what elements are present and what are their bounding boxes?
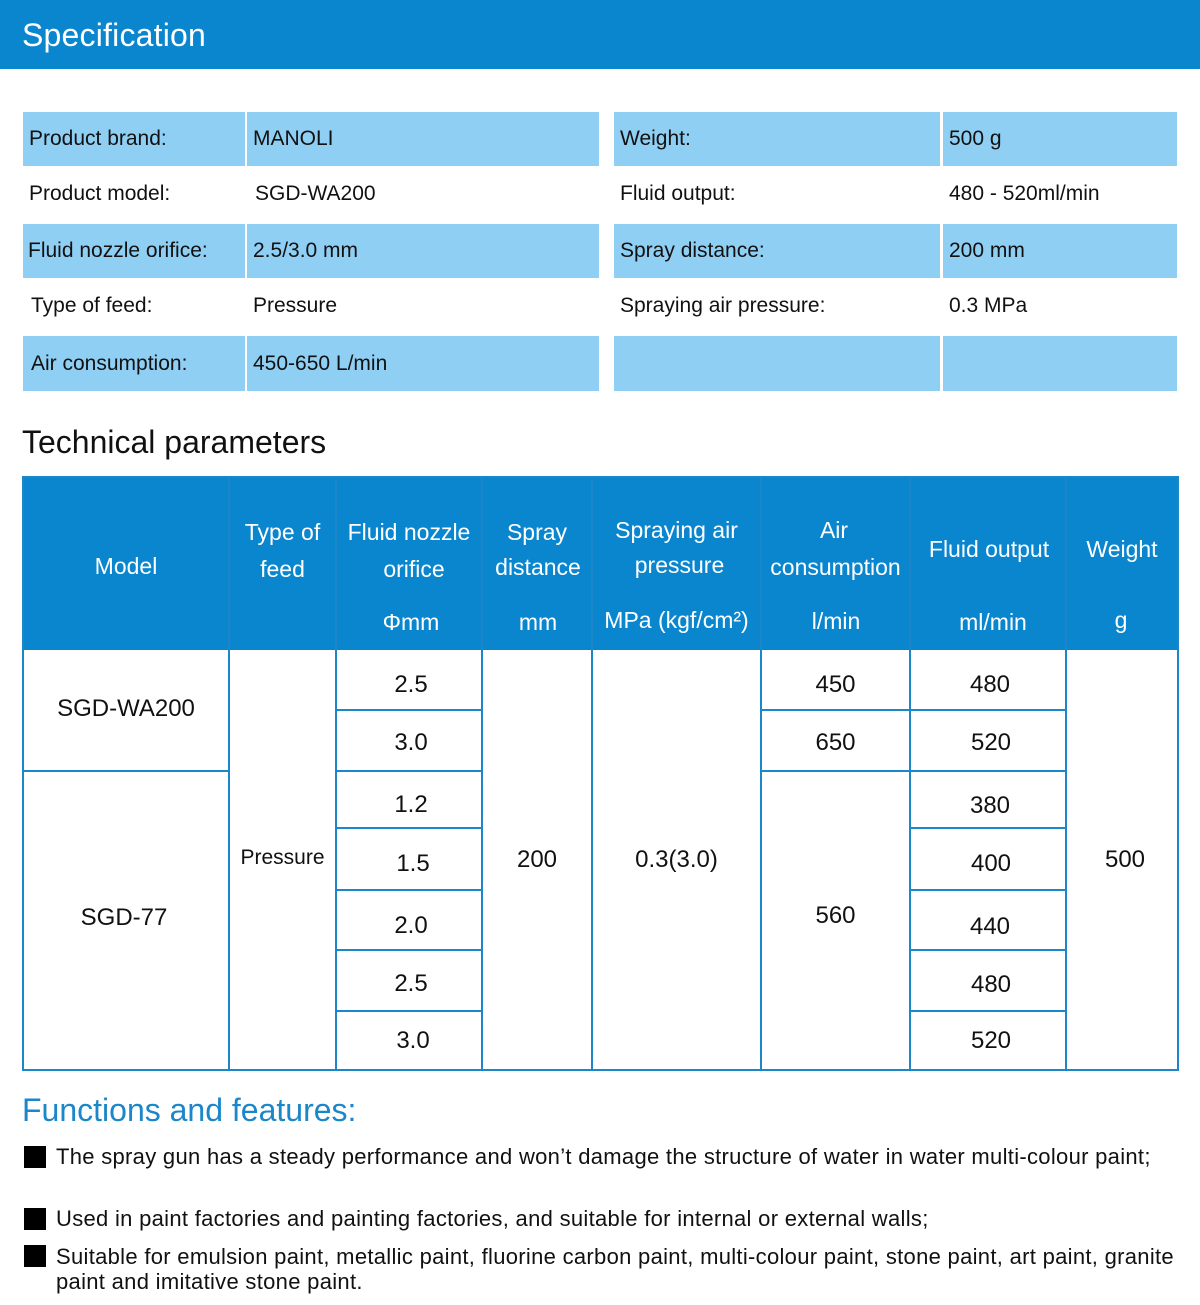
spec-value-distance: 200 mm bbox=[943, 224, 1177, 278]
row-divider bbox=[911, 949, 1066, 951]
header-feed-line2: feed bbox=[260, 556, 305, 582]
header-banner bbox=[0, 0, 1200, 69]
air-cell: 450 bbox=[815, 671, 856, 698]
header-distance-unit: mm bbox=[518, 609, 558, 635]
spec-value-feed: Pressure bbox=[253, 294, 338, 317]
spec-label-brand: Product brand: bbox=[23, 112, 245, 166]
spec-value-output: 480 - 520ml/min bbox=[949, 182, 1100, 205]
header-output-unit: ml/min bbox=[959, 609, 1027, 635]
model-cell: SGD-WA200 bbox=[57, 695, 195, 722]
spec-label-distance: Spray distance: bbox=[614, 224, 940, 278]
feed-cell: Pressure bbox=[240, 846, 325, 869]
spec-value-air: 450-650 L/min bbox=[247, 336, 599, 391]
header-pressure-unit: MPa (kgf/cm²) bbox=[604, 607, 749, 633]
nozzle-cell: 1.5 bbox=[396, 850, 430, 877]
row-divider bbox=[337, 949, 482, 951]
feature-item: Suitable for emulsion paint, metallic paint, fluorine carbon paint, multi-colour paint, stone paint, art paint, granite paint and imitative stone paint. bbox=[56, 1244, 1174, 1294]
output-cell: 380 bbox=[969, 792, 1011, 819]
square-bullet-icon bbox=[24, 1208, 46, 1230]
row-divider bbox=[911, 827, 1066, 829]
spec-label-output: Fluid output: bbox=[620, 182, 736, 205]
output-cell: 520 bbox=[970, 729, 1012, 756]
spec-value-pressure: 0.3 MPa bbox=[949, 294, 1028, 317]
header-feed-line1: Type of bbox=[244, 519, 321, 545]
spec-value-empty bbox=[943, 336, 1177, 391]
row-divider bbox=[337, 1010, 482, 1012]
header-air-line2: consumption bbox=[770, 554, 901, 580]
header-model: Model bbox=[94, 553, 158, 579]
nozzle-cell: 1.2 bbox=[394, 791, 428, 818]
row-divider bbox=[911, 709, 1066, 711]
row-divider bbox=[337, 709, 482, 711]
spec-value-model: SGD-WA200 bbox=[255, 182, 376, 205]
row-divider bbox=[24, 770, 229, 772]
spec-value-nozzle: 2.5/3.0 mm bbox=[247, 224, 599, 278]
output-cell: 520 bbox=[970, 1027, 1012, 1054]
header-nozzle-line1: Fluid nozzle bbox=[347, 519, 471, 545]
row-divider bbox=[337, 770, 482, 772]
air-cell: 650 bbox=[815, 729, 856, 756]
page-title: Specification bbox=[22, 17, 207, 53]
technical-parameters-title: Technical parameters bbox=[22, 424, 327, 460]
spec-label-nozzle: Fluid nozzle orifice: bbox=[23, 224, 245, 278]
row-divider bbox=[762, 770, 910, 772]
header-distance-line2: distance bbox=[495, 554, 581, 580]
feature-item: The spray gun has a steady performance and won’t damage the structure of water in water multi-colour paint; bbox=[56, 1144, 1151, 1169]
header-nozzle-line2: orifice bbox=[383, 556, 445, 582]
spec-label-empty bbox=[614, 336, 940, 391]
row-divider bbox=[762, 709, 910, 711]
spec-value-brand: MANOLI bbox=[247, 112, 599, 166]
nozzle-cell: 2.5 bbox=[394, 671, 428, 698]
nozzle-cell: 3.0 bbox=[394, 729, 428, 756]
spec-label-model: Product model: bbox=[29, 182, 171, 205]
header-air-line1: Air bbox=[819, 517, 849, 543]
spec-label-pressure: Spraying air pressure: bbox=[620, 294, 826, 317]
square-bullet-icon bbox=[24, 1146, 46, 1168]
row-divider bbox=[337, 827, 482, 829]
header-air-unit: l/min bbox=[811, 608, 861, 634]
air-cell: 560 bbox=[815, 902, 856, 929]
weight-cell: 500 bbox=[1104, 846, 1146, 873]
spec-value-weight: 500 g bbox=[943, 112, 1177, 166]
pressure-cell: 0.3(3.0) bbox=[635, 846, 718, 873]
features-title: Functions and features: bbox=[22, 1092, 357, 1128]
row-divider bbox=[911, 1010, 1066, 1012]
header-pressure-line1: Spraying air bbox=[615, 517, 738, 543]
header-weight-unit: g bbox=[1114, 607, 1128, 633]
feature-item: Used in paint factories and painting factories, and suitable for internal or external walls; bbox=[56, 1206, 929, 1231]
output-cell: 480 bbox=[969, 671, 1011, 698]
spec-label-feed: Type of feed: bbox=[31, 294, 153, 317]
row-divider bbox=[911, 770, 1066, 772]
square-bullet-icon bbox=[24, 1245, 46, 1267]
row-divider bbox=[911, 889, 1066, 891]
row-divider bbox=[337, 889, 482, 891]
output-cell: 440 bbox=[969, 913, 1011, 940]
header-nozzle-unit: Φmm bbox=[382, 609, 440, 635]
spec-label-air: Air consumption: bbox=[23, 336, 245, 391]
output-cell: 400 bbox=[970, 850, 1012, 877]
distance-cell: 200 bbox=[516, 846, 558, 873]
header-distance-line1: Spray bbox=[506, 519, 568, 545]
output-cell: 480 bbox=[970, 971, 1012, 998]
spec-label-weight: Weight: bbox=[614, 112, 940, 166]
nozzle-cell: 2.0 bbox=[394, 912, 428, 939]
model-cell: SGD-77 bbox=[80, 904, 168, 931]
nozzle-cell: 3.0 bbox=[396, 1027, 430, 1054]
header-output: Fluid output bbox=[928, 536, 1050, 562]
header-weight: Weight bbox=[1086, 536, 1158, 562]
header-pressure-line2: pressure bbox=[634, 552, 725, 578]
nozzle-cell: 2.5 bbox=[394, 970, 428, 997]
